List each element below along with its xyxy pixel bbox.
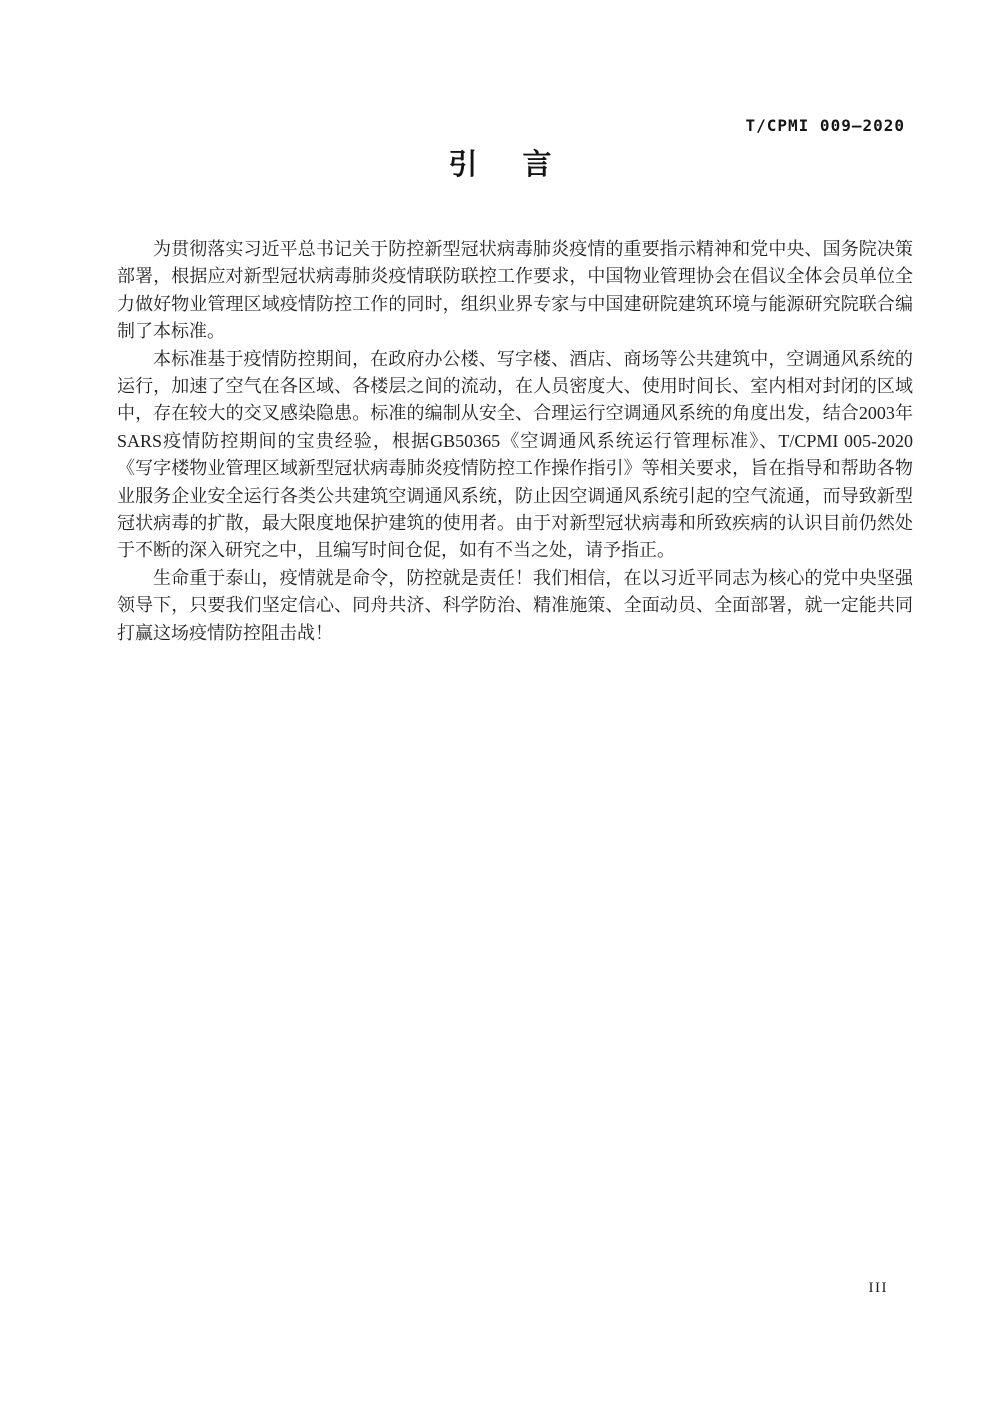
intro-paragraph-3: 生命重于泰山，疫情就是命令，防控就是责任！我们相信，在以习近平同志为核心的党中央坚强领导下，只要我们坚定信心、同舟共济、科学防治、精准施策、全面动员、全面部署，就一定能共同打赢这场疫情防控阻击战！: [117, 567, 913, 643]
document-body: [117, 236, 913, 647]
page-number: III: [868, 1280, 888, 1296]
page-title: 引 言: [448, 149, 560, 181]
standard-code: T/CPMI 009—2020: [745, 116, 905, 135]
intro-paragraph-2: 本标准基于疫情防控期间，在政府办公楼、写字楼、酒店、商场等公共建筑中，空调通风系统的运行，加速了空气在各区域、各楼层之间的流动，在人员密度大、使用时间长、室内相对封闭的区域中，存在较大的交叉感染隐患。标准的编制从安全、合理运行空调通风系统的角度出发，结合2003年SARS疫情防控期间的宝贵经验，根据GB50365《空调通风系统运行管理标准》、T/CPMI 005-2020《写字楼物业管理区域新型冠状病毒肺炎疫情防控工作操作指引》等相关要求，旨在指导和帮助各物业服务企业安全运行各类公共建筑空调通风系统，防止因空调通风系统引起的空气流通，而导致新型冠状病毒的扩散，最大限度地保护建筑的使用者。由于对新型冠状病毒和所致疾病的认识目前仍然处于不断的深入研究之中，且编写时间仓促，如有不当之处，请予指正。: [117, 348, 913, 561]
intro-paragraph-1: 为贯彻落实习近平总书记关于防控新型冠状病毒肺炎疫情的重要指示精神和党中央、国务院决策部署，根据应对新型冠状病毒肺炎疫情联防联控工作要求，中国物业管理协会在倡议全体会员单位全力做好物业管理区域疫情防控工作的同时，组织业界专家与中国建研院建筑环境与能源研究院联合编制了本标准。: [117, 239, 913, 342]
